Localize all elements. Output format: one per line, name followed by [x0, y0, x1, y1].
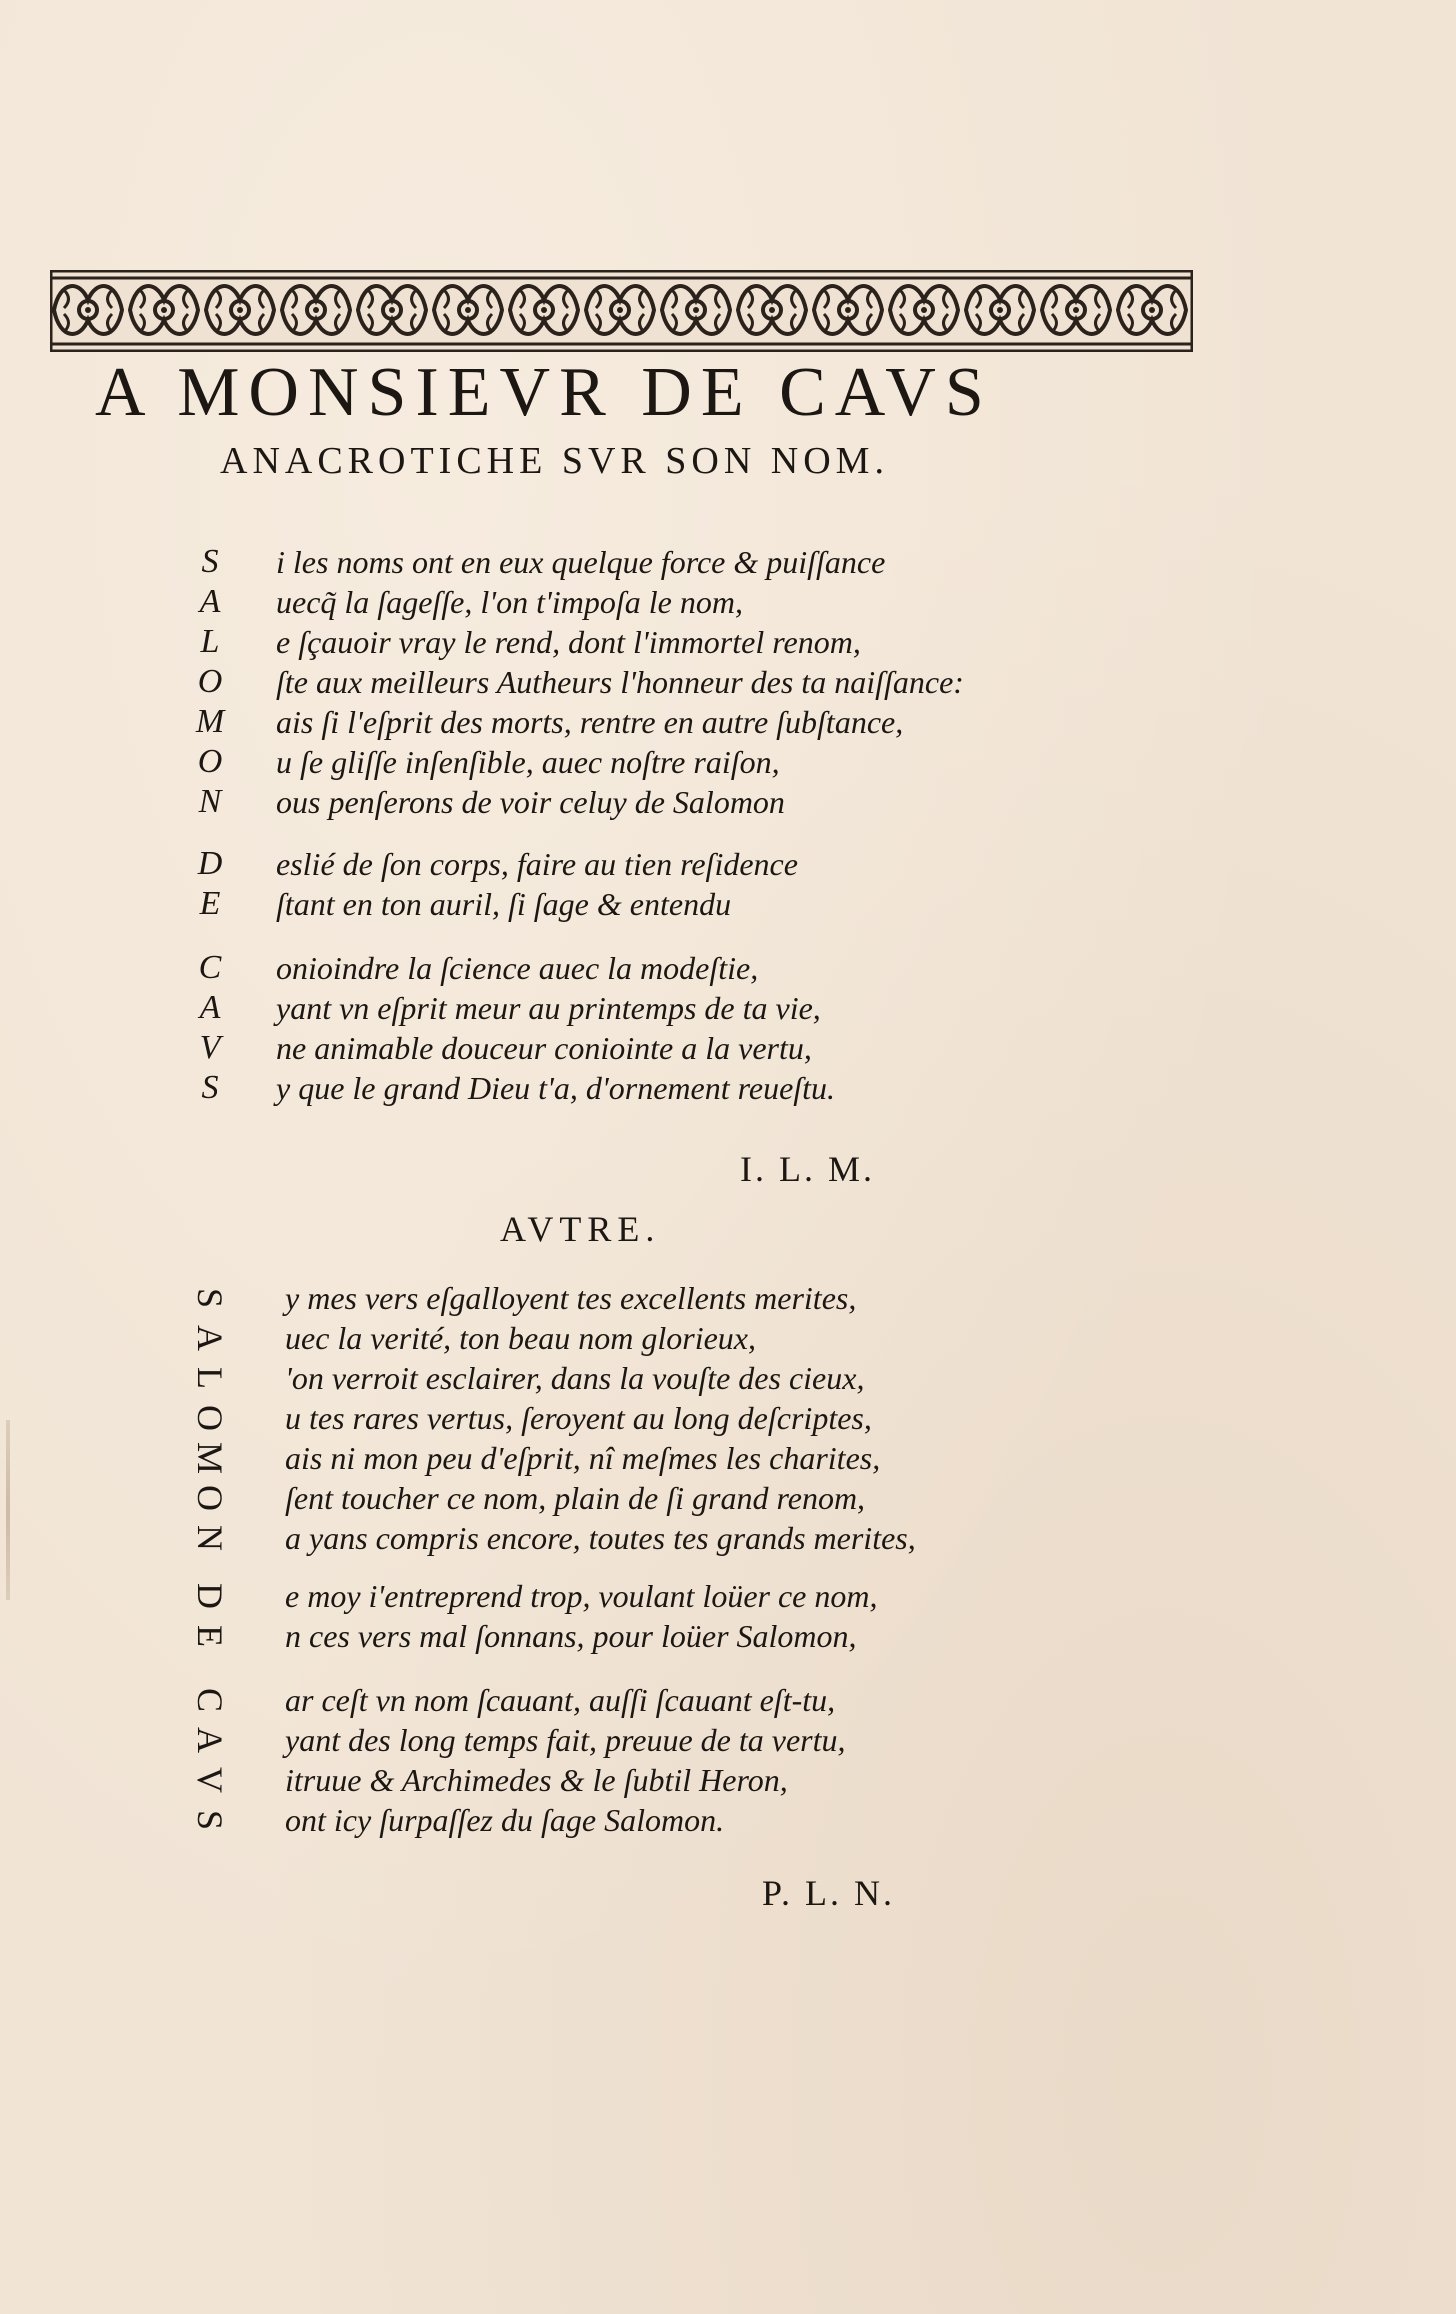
- verse-text: y mes vers eſgalloyent tes excellents merites,: [285, 1280, 857, 1316]
- verse-line: [0, 842, 1456, 886]
- verse-line: [0, 882, 1456, 926]
- verse-line: [0, 1316, 1456, 1360]
- verse-text: ais ſi l'eſprit des morts, rentre en autre ſubſtance,: [276, 704, 904, 740]
- acrostic-initial: O: [190, 1405, 230, 1431]
- verse-text: yant vn eſprit meur au printemps de ta vie,: [276, 990, 821, 1026]
- acrostic-initial: S: [201, 1069, 219, 1106]
- verse-line: [0, 1066, 1456, 1110]
- acrostic-initial: O: [190, 1485, 230, 1511]
- verse-line: [0, 1276, 1456, 1320]
- verse-text: n ces vers mal ſonnans, pour loüer Salomon,: [285, 1618, 857, 1654]
- verse-line: [0, 946, 1456, 990]
- verse-text: ais ni mon peu d'eſprit, nî meſmes les charites,: [285, 1440, 881, 1476]
- verse-line: [0, 1614, 1456, 1658]
- verse-text: ous penſerons de voir celuy de Salomon: [276, 784, 785, 820]
- verse-line: [0, 1396, 1456, 1440]
- acrostic-initial: A: [190, 1727, 230, 1753]
- verse-text: ſtant en ton auril, ſi ſage & entendu: [276, 886, 732, 922]
- verse-line: [0, 1758, 1456, 1802]
- verse-line: [0, 1026, 1456, 1070]
- verse-line: [0, 1516, 1456, 1560]
- poem2-heading: AVTRE.: [500, 1209, 661, 1249]
- signature-pln: P. L. N.: [762, 1873, 896, 1913]
- verse-text: onioindre la ſcience auec la modeſtie,: [276, 950, 759, 986]
- acrostic-initial: S: [201, 543, 219, 580]
- acrostic-initial: L: [200, 623, 220, 660]
- acrostic-initial: N: [190, 1525, 230, 1551]
- page-title: A MONSIEVR DE CAVS: [95, 354, 993, 431]
- verse-line: [0, 1574, 1456, 1618]
- verse-line: [0, 660, 1456, 704]
- acrostic-initial: S: [190, 1809, 230, 1831]
- acrostic-initial: O: [197, 743, 223, 780]
- acrostic-initial: S: [190, 1287, 230, 1309]
- verse-text: ar ceſt vn nom ſcauant, auſſi ſcauant eſt-tu,: [285, 1682, 836, 1718]
- acrostic-initial: O: [197, 663, 223, 700]
- verse-text: ſte aux meilleurs Autheurs l'honneur des ta naiſſance:: [276, 664, 964, 700]
- acrostic-initial: C: [190, 1687, 230, 1712]
- verse-line: [0, 1798, 1456, 1842]
- verse-text: i les noms ont en eux quelque force & puiſſance: [276, 544, 886, 580]
- acrostic-initial: L: [190, 1367, 230, 1389]
- acrostic-initial: A: [199, 583, 221, 620]
- verse-line: [0, 620, 1456, 664]
- verse-line: [0, 1678, 1456, 1722]
- verse-line: [0, 780, 1456, 824]
- verse-text: ne animable douceur coniointe a la vertu,: [276, 1030, 812, 1066]
- verse-text: uec la verité, ton beau nom glorieux,: [285, 1320, 756, 1356]
- acrostic-initial: C: [198, 949, 222, 986]
- verse-text: itruue & Archimedes & le ſubtil Heron,: [285, 1762, 788, 1798]
- ornament-band: [50, 270, 1193, 352]
- verse-text: a yans compris encore, toutes tes grands merites,: [285, 1520, 916, 1556]
- acrostic-initial: A: [199, 989, 221, 1026]
- verse-line: [0, 700, 1456, 744]
- acrostic-initial: V: [190, 1767, 230, 1793]
- verse-text: u tes rares vertus, ſeroyent au long deſcriptes,: [285, 1400, 872, 1436]
- acrostic-initial: D: [197, 845, 223, 882]
- page-subtitle: ANACROTICHE SVR SON NOM.: [220, 440, 889, 482]
- acrostic-initial: A: [190, 1325, 230, 1351]
- acrostic-initial: M: [190, 1441, 230, 1474]
- verse-line: [0, 1356, 1456, 1400]
- verse-line: [0, 740, 1456, 784]
- signature-ilm: I. L. M.: [740, 1149, 875, 1189]
- acrostic-initial: E: [190, 1625, 230, 1647]
- verse-text: y que le grand Dieu t'a, d'ornement reueſtu.: [276, 1070, 836, 1106]
- verse-text: ſent toucher ce nom, plain de ſi grand renom,: [285, 1480, 866, 1516]
- acrostic-initial: V: [199, 1029, 221, 1066]
- verse-text: e ſçauoir vray le rend, dont l'immortel renom,: [276, 624, 861, 660]
- acrostic-initial: E: [199, 885, 221, 922]
- verse-line: [0, 580, 1456, 624]
- acrostic-initial: N: [198, 783, 222, 820]
- verse-line: [0, 986, 1456, 1030]
- verse-text: e moy i'entreprend trop, voulant loüer ce nom,: [285, 1578, 878, 1614]
- verse-line: [0, 1436, 1456, 1480]
- verse-text: yant des long temps fait, preuue de ta vertu,: [285, 1722, 846, 1758]
- verse-text: 'on verroit esclairer, dans la vouſte des cieux,: [285, 1360, 865, 1396]
- verse-text: u ſe gliſſe inſenſible, auec noſtre raiſon,: [276, 744, 780, 780]
- verse-text: uecq̃ la ſageſſe, l'on t'impoſa le nom,: [276, 584, 743, 620]
- acrostic-initial: D: [190, 1583, 230, 1609]
- verse-line: [0, 1718, 1456, 1762]
- verse-line: [0, 1476, 1456, 1520]
- acrostic-initial: M: [195, 703, 225, 740]
- verse-text: ont icy ſurpaſſez du ſage Salomon.: [285, 1802, 725, 1838]
- verse-text: eslié de ſon corps, faire au tien reſidence: [276, 846, 798, 882]
- verse-line: [0, 540, 1456, 584]
